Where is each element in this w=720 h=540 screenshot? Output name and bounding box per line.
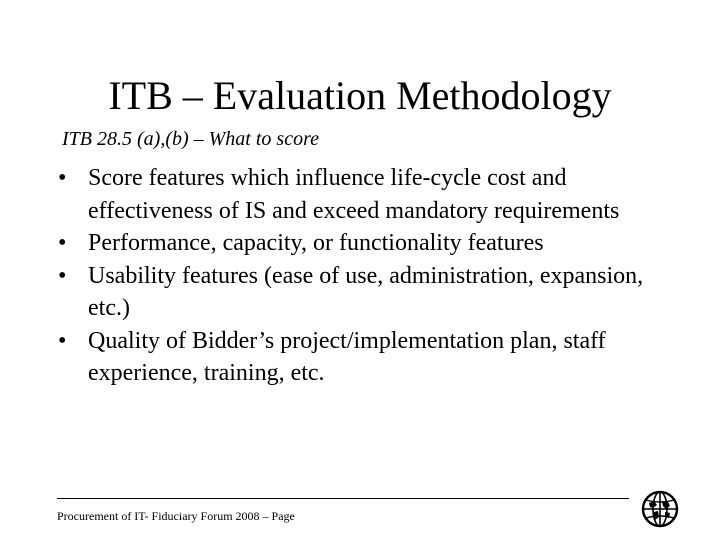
bullet-text: Performance, capacity, or functionality features	[88, 230, 544, 256]
slide-title: ITB – Evaluation Methodology	[108, 73, 612, 118]
footer-text: Procurement of IT- Fiduciary Forum 2008 – Page	[57, 509, 295, 523]
bullet-text: Score features which influence life-cycle cost and effectiveness of IS and exceed mandatory requirements	[88, 165, 620, 224]
bullet-item	[56, 260, 676, 325]
bullet-dot: •	[58, 262, 67, 289]
bullet-dot: •	[58, 230, 67, 256]
bullet-text: Quality of Bidder’s project/implementation plan, staff experience, training, etc.	[88, 327, 606, 386]
bullet-item	[56, 227, 676, 260]
bullet-item	[56, 162, 676, 227]
bullet-dot: •	[58, 327, 67, 354]
bullet-dot: •	[58, 165, 67, 191]
globe-icon	[640, 489, 680, 529]
slide-subtitle: ITB 28.5 (a),(b) – What to score	[62, 128, 319, 150]
bullet-item	[56, 325, 676, 390]
footer-divider	[57, 498, 629, 499]
bullet-list	[56, 162, 676, 390]
bullet-text: Usability features (ease of use, administration, expansion, etc.)	[88, 262, 644, 321]
